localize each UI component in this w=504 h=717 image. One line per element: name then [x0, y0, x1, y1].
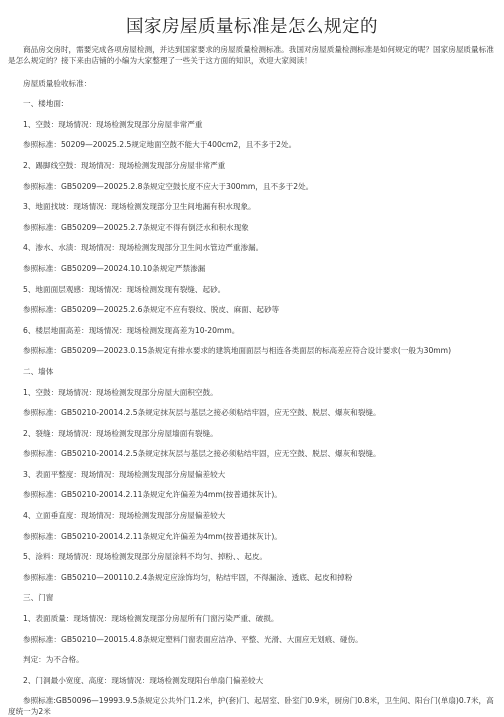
paragraph-spacer	[8, 645, 496, 655]
paragraph-spacer	[8, 480, 496, 490]
paragraph-spacer	[8, 686, 496, 696]
paragraph-spacer	[8, 130, 496, 140]
paragraph-spacer	[8, 295, 496, 305]
body-paragraph: 二、墙体	[23, 366, 54, 376]
paragraph-spacer	[8, 192, 496, 202]
body-paragraph: 参照标准：GB50210-20014.2.5条规定抹灰层与基层之接必须粘结牢固，应无空鼓、脱层、爆灰和裂缝。	[23, 449, 381, 459]
body-paragraph: 参照标准：GB50209—20025.2.7条规定不得有倒泛水和积水现象	[23, 222, 249, 232]
paragraph-spacer	[8, 315, 496, 325]
body-paragraph: 1、空鼓：现场情况：现场检测发现部分房屋非常严重	[23, 119, 203, 129]
body-paragraph: 参照标准：GB50210-20014.2.11条规定允许偏差为4mm(按普通抹灰计)。	[23, 531, 282, 541]
body-paragraph: 房屋质量验收标准：	[23, 78, 92, 88]
paragraph-spacer	[8, 562, 496, 572]
body-paragraph: 4、立面垂直度：现场情况：现场检测发现部分房屋偏差较大	[23, 511, 226, 521]
paragraph-spacer	[8, 150, 496, 160]
paragraph-spacer	[8, 542, 496, 552]
paragraph-spacer	[8, 67, 496, 78]
body-paragraph: 参照标准：GB50210-20014.2.5条规定抹灰层与基层之接必须粘结牢固，应无空鼓、脱层、爆灰和裂缝。	[23, 408, 381, 418]
body-paragraph: 参照标准：GB50209—20024.10.10条规定严禁渗漏	[23, 263, 206, 273]
paragraph-spacer	[8, 233, 496, 243]
paragraph-spacer	[8, 398, 496, 408]
paragraph-spacer	[8, 624, 496, 634]
paragraph-spacer	[8, 253, 496, 263]
paragraph-spacer	[8, 89, 496, 99]
paragraph-spacer	[8, 356, 496, 366]
body-paragraph: 参照标准：GB50209—20025.2.8条规定空鼓长度不应大于300mm，且不多于2处。	[23, 181, 314, 191]
body-paragraph: 1、空鼓：现场情况：现场检测发现部分房屋大面积空鼓。	[23, 387, 218, 397]
body-paragraph: 参照标准:GB50096—19993.9.5条规定公共外门1.2米，护(套)门、起居室、卧室门0.9米，厨房门0.8米，卫生间、阳台门(单扇)0.7米，高度统一为2米	[8, 696, 494, 717]
body-paragraph: 参照标准：GB50209—20023.0.15条规定有排水要求的建筑地面面层与相连各类面层的标高差应符合设计要求(一般为30mm)	[23, 346, 452, 356]
body-paragraph: 5、地面面层观感：现场情况：现场检测发现有裂缝、起砂。	[23, 284, 226, 294]
body-paragraph: 参照标准：GB50209—20025.2.6条规定不应有裂纹、脱皮、麻面、起砂等	[23, 305, 280, 315]
body-paragraph: 参照标准：GB50210—20015.4.8条规定塑料门窗表面应洁净、平整、光滑、大面应无划痕、碰伤。	[23, 634, 363, 644]
paragraph-spacer	[8, 171, 496, 181]
body-paragraph: 2、踢脚线空鼓：现场情况：现场检测发现部分房屋非常严重	[23, 160, 226, 170]
paragraph-spacer	[8, 603, 496, 613]
paragraph-spacer	[8, 459, 496, 469]
intro-paragraph: 商品房交房时，需要完成各项房屋检测，并达到国家要求的房屋质量检测标准。我国对房屋质量检测标准是如何规定的呢？国家房屋质量标准是怎么规定的？接下来由店铺的小编为大家整理了一些关于这方面的知识，欢迎大家阅读！	[8, 45, 494, 66]
body-paragraph: 6、楼层地面高差：现场情况：现场检测发现高差为10-20mm。	[23, 325, 240, 335]
paragraph-spacer	[8, 665, 496, 675]
paragraph-spacer	[8, 521, 496, 531]
body-paragraph: 参照标准：GB50210—200110.2.4条规定应涂饰均匀，粘结牢固，不得漏涂、透底、起皮和掉粉	[23, 572, 353, 582]
paragraph-spacer	[8, 274, 496, 284]
body-paragraph: 参照标准：50209—20025.2.5规定地面空鼓不能大于400cm2，且不多于2处。	[23, 140, 297, 150]
paragraph-spacer	[8, 583, 496, 593]
paragraph-spacer	[8, 500, 496, 510]
paragraph-spacer	[8, 109, 496, 119]
body-paragraph: 3、地面找坡：现场情况：现场检测发现部分卫生间地漏有积水现象。	[23, 202, 256, 212]
body-paragraph: 1、表面质量：现场情况：现场检测发现部分房屋所有门窗污染严重、破损。	[23, 614, 279, 624]
document-body	[8, 78, 496, 717]
paragraph-spacer	[8, 212, 496, 222]
document-title: 国家房屋质量标准是怎么规定的	[126, 17, 378, 37]
body-paragraph: 2、门洞最小宽度、高度：现场情况：现场检测发现阳台单扇门偏差较大	[23, 675, 264, 685]
paragraph-spacer	[8, 418, 496, 428]
paragraph-spacer	[8, 439, 496, 449]
body-paragraph: 判定：为不合格。	[23, 655, 84, 665]
body-paragraph: 2、裂缝：现场情况：现场检测发现部分房屋墙面有裂缝。	[23, 428, 218, 438]
body-paragraph: 4、渗水、水渍：现场情况：现场检测发现部分卫生间水管边严重渗漏。	[23, 243, 264, 253]
body-paragraph: 三、门窗	[23, 593, 54, 603]
paragraph-spacer	[8, 336, 496, 346]
body-paragraph: 3、表面平整度：现场情况：现场检测发现部分房屋偏差较大	[23, 469, 226, 479]
body-paragraph: 一、楼地面:	[23, 99, 64, 109]
paragraph-spacer	[8, 377, 496, 387]
body-paragraph: 5、涂料：现场情况：现场检测发现部分房屋涂料不均匀、掉粉、、起皮。	[23, 552, 268, 562]
body-paragraph: 参照标准：GB50210-20014.2.11条规定允许偏差为4mm(按普通抹灰计)。	[23, 490, 282, 500]
